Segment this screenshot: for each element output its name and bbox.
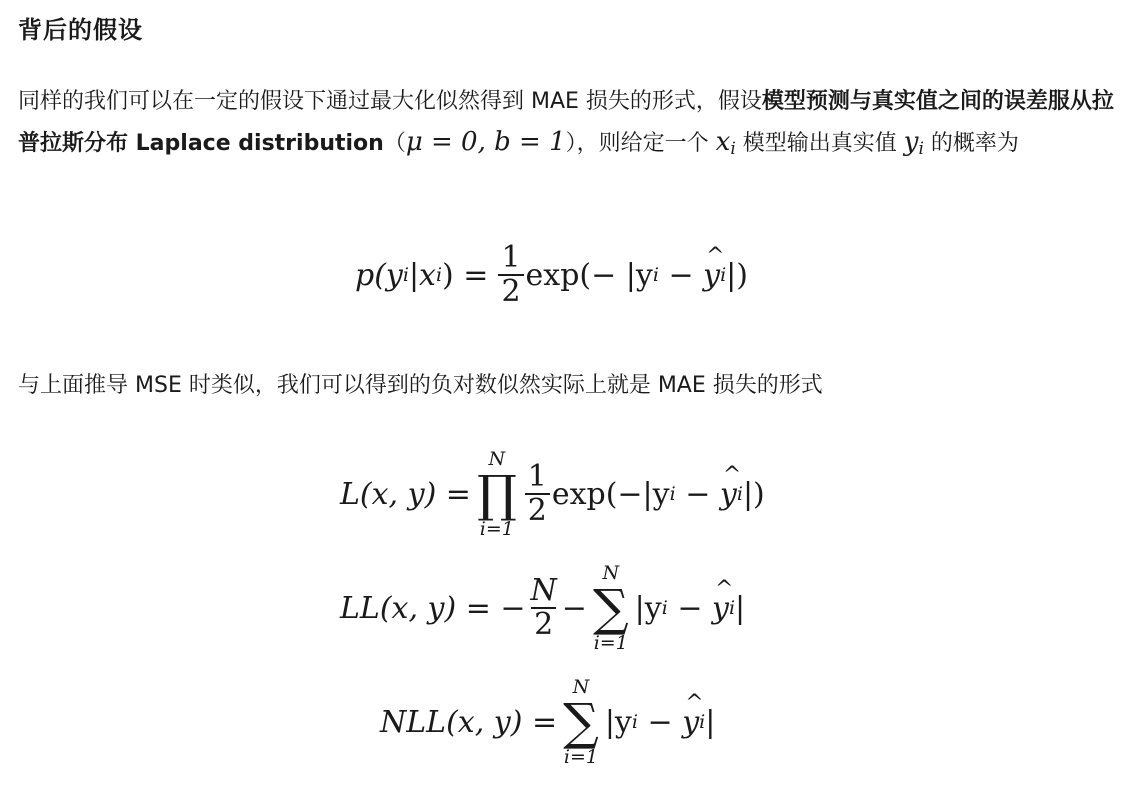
sub-i: i bbox=[730, 139, 736, 159]
paragraph-nll-intro: 与上面推导 MSE 时类似，我们可以得到的负对数似然实际上就是 MAE 损失的形式 bbox=[18, 373, 823, 398]
eq1-end: |) bbox=[726, 257, 748, 293]
sub-i: i bbox=[402, 264, 409, 286]
eq3-minus1: − bbox=[561, 590, 587, 626]
eq3-minus: − bbox=[667, 590, 712, 626]
equation-likelihood bbox=[355, 242, 748, 308]
eq3-rhs: |y bbox=[634, 590, 662, 626]
laplace-params: μ = 0, b = 1 bbox=[405, 127, 566, 157]
op-lower: i=1 bbox=[593, 632, 628, 654]
y-hat: ^ y bbox=[720, 477, 737, 512]
eq1-rhs: exp(− |y bbox=[525, 257, 653, 293]
para1-text-5: 的概率为 bbox=[930, 131, 1019, 156]
var-x: x bbox=[715, 127, 731, 157]
eq1-lhs: p(y bbox=[355, 257, 403, 293]
fraction-half bbox=[525, 461, 550, 527]
sum-symbol: ∑ bbox=[592, 579, 629, 637]
sub-i: i bbox=[435, 264, 443, 286]
sub-i: i bbox=[918, 139, 924, 159]
para1-text-3: ），则给定一个 bbox=[565, 131, 709, 156]
sub-i: i bbox=[669, 483, 676, 505]
product-operator bbox=[477, 448, 517, 540]
eq3-end: | bbox=[735, 590, 746, 626]
op-lower: i=1 bbox=[563, 746, 599, 768]
eq3-lhs: LL(x, y) = − bbox=[340, 590, 526, 626]
paragraph-laplace-assumption bbox=[18, 82, 1118, 169]
eq4-end: | bbox=[705, 704, 716, 740]
para1-bold-text: 模型预测与真实值之间的误差服从拉普拉斯分布 Laplace distribution bbox=[18, 89, 1114, 156]
para1-text-4: 模型输出真实值 bbox=[742, 131, 897, 156]
frac-num: 1 bbox=[527, 459, 547, 494]
sub-i: i bbox=[720, 264, 727, 286]
sum-operator bbox=[593, 562, 629, 654]
fraction-half bbox=[498, 242, 523, 308]
sum-operator bbox=[563, 676, 599, 768]
frac-num: N bbox=[530, 573, 557, 608]
eq2-end: |) bbox=[742, 476, 765, 512]
fraction-n-half bbox=[528, 575, 560, 641]
op-upper: N bbox=[488, 448, 506, 470]
sub-i: i bbox=[728, 597, 736, 619]
sub-i: i bbox=[661, 597, 668, 619]
op-upper: N bbox=[602, 562, 620, 584]
sub-i: i bbox=[699, 711, 706, 733]
eq1-lhs2: |x bbox=[408, 257, 436, 293]
y-hat: ^ y bbox=[712, 591, 729, 626]
equation-negative-log-likelihood bbox=[380, 676, 715, 768]
sub-i: i bbox=[652, 264, 659, 286]
y-hat: ^ y bbox=[703, 258, 720, 293]
var-y: y bbox=[903, 127, 919, 157]
eq4-rhs: |y bbox=[604, 704, 632, 740]
equation-log-likelihood bbox=[340, 562, 745, 654]
eq2-rhs: exp(−|y bbox=[551, 476, 670, 512]
frac-num: 1 bbox=[501, 240, 521, 275]
sub-i: i bbox=[736, 483, 743, 505]
eq1-minus: − bbox=[658, 257, 704, 293]
equation-product-likelihood bbox=[340, 448, 765, 540]
eq2-minus: − bbox=[675, 476, 720, 512]
op-upper: N bbox=[572, 676, 590, 698]
para1-text-1: 同样的我们可以在一定的假设下通过最大化似然得到 MAE 损失的形式，假设 bbox=[18, 89, 762, 114]
para1-text-2: （ bbox=[383, 131, 406, 156]
frac-den: 2 bbox=[531, 607, 556, 641]
product-symbol: ∏ bbox=[476, 465, 517, 523]
frac-den: 2 bbox=[525, 493, 550, 527]
op-lower: i=1 bbox=[479, 518, 514, 540]
eq2-lhs: L(x, y) = bbox=[340, 476, 471, 512]
frac-den: 2 bbox=[498, 274, 523, 308]
section-heading: 背后的假设 bbox=[18, 16, 143, 44]
y-hat: ^ y bbox=[682, 705, 699, 740]
eq4-lhs: NLL(x, y) = bbox=[380, 704, 558, 740]
eq4-minus: − bbox=[637, 704, 683, 740]
sum-symbol: ∑ bbox=[563, 693, 599, 751]
sub-i: i bbox=[631, 711, 638, 733]
eq1-lhs3: ) = bbox=[442, 257, 489, 293]
